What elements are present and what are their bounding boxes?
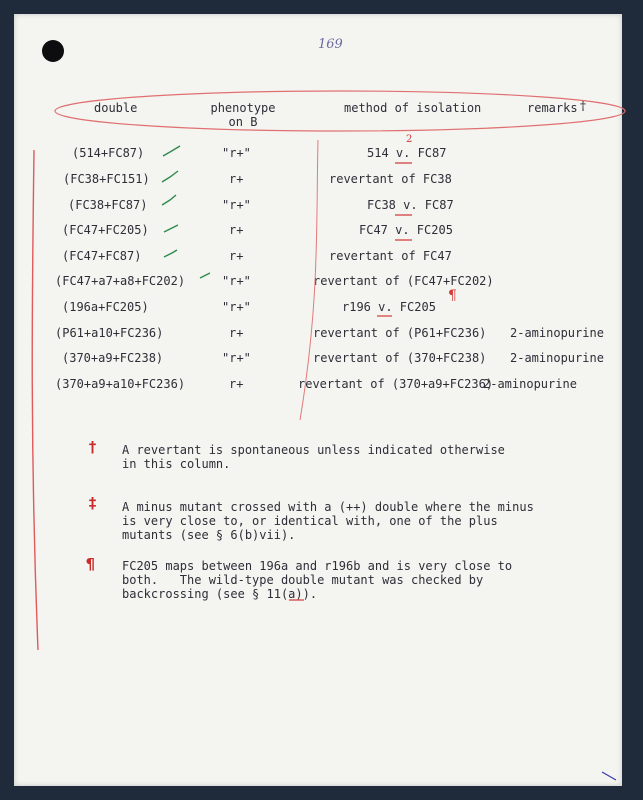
row-7-phenotype: "r+": [222, 300, 251, 314]
row-1-double: (514+FC87): [72, 146, 145, 160]
footnote-double-dagger-text: A minus mutant crossed with a (++) double where the minus is very close to, or identical with, one of the plus mutants (see § 6(b)vii).: [122, 500, 534, 542]
row-9-double: (370+a9+FC238): [62, 351, 164, 365]
row-10-remarks: 2-aminopurine: [483, 377, 577, 391]
page-number: 169: [318, 37, 343, 52]
row-3-phenotype: "r+": [222, 198, 251, 212]
row-2-phenotype: r+: [229, 172, 244, 186]
margin-line: [32, 150, 38, 650]
check-marks: [162, 146, 210, 278]
remarks-dagger: †: [580, 99, 586, 113]
row-2-method: revertant of FC38: [329, 172, 452, 186]
header-oval: [55, 91, 625, 131]
row-7-double: (196a+FC205): [62, 300, 149, 314]
row-5-double: (FC47+FC87): [62, 249, 142, 263]
row-10-phenotype: r+: [229, 377, 244, 391]
header-remarks: remarks: [527, 101, 578, 115]
footnote-double-dagger-mark: ‡: [88, 494, 98, 512]
row-9-remarks: 2-aminopurine: [510, 351, 604, 365]
row-6-double: (FC47+a7+a8+FC202): [55, 274, 186, 288]
row-10-method: revertant of (370+a9+FC236): [298, 377, 494, 391]
row-4-method: FC47 v. FC205: [359, 223, 453, 237]
row-1-phenotype: "r+": [222, 146, 251, 160]
red-underlines: [289, 163, 412, 600]
footnote-dagger-mark: †: [88, 438, 98, 456]
footnote-dagger-text: A revertant is spontaneous unless indicated otherwise in this column.: [122, 443, 505, 471]
footnote-pilcrow-mark: ¶: [86, 555, 96, 573]
row-1-method: 514 v. FC87: [367, 146, 447, 160]
row-5-phenotype: r+: [229, 249, 244, 263]
row-3-double: (FC38+FC87): [68, 198, 148, 212]
row-6-phenotype: "r+": [222, 274, 251, 288]
row-8-method: revertant of (P61+FC236): [313, 326, 487, 340]
row-8-phenotype: r+: [229, 326, 244, 340]
row-4-phenotype: r+: [229, 223, 244, 237]
pilcrow-annotation: ¶: [448, 288, 457, 304]
row-10-double: (370+a9+a10+FC236): [55, 377, 186, 391]
header-phenotype-text: phenotype on B: [210, 101, 276, 129]
pen-mark: [602, 772, 616, 780]
row-9-method: revertant of (370+FC238): [313, 351, 487, 365]
row-4-double: (FC47+FC205): [62, 223, 149, 237]
footnote-pilcrow-text: FC205 maps between 196a and r196b and is very close to both. The wild-type double mutant was checked by backcrossing (see § 11(a)).: [122, 559, 513, 601]
row-9-phenotype: "r+": [222, 351, 251, 365]
row-3-method: FC38 v. FC87: [367, 198, 454, 212]
correction-mark: 2: [406, 134, 413, 145]
method-bracket-line: [300, 140, 318, 420]
row-6-method: revertant of (FC47+FC202): [313, 274, 494, 288]
row-8-double: (P61+a10+FC236): [55, 326, 164, 340]
header-double: double: [94, 101, 138, 115]
row-2-double: (FC38+FC151): [63, 172, 150, 186]
row-8-remarks: 2-aminopurine: [510, 326, 604, 340]
row-5-method: revertant of FC47: [329, 249, 452, 263]
header-method: method of isolation: [344, 101, 482, 115]
row-7-method: r196 v. FC205: [342, 300, 436, 314]
